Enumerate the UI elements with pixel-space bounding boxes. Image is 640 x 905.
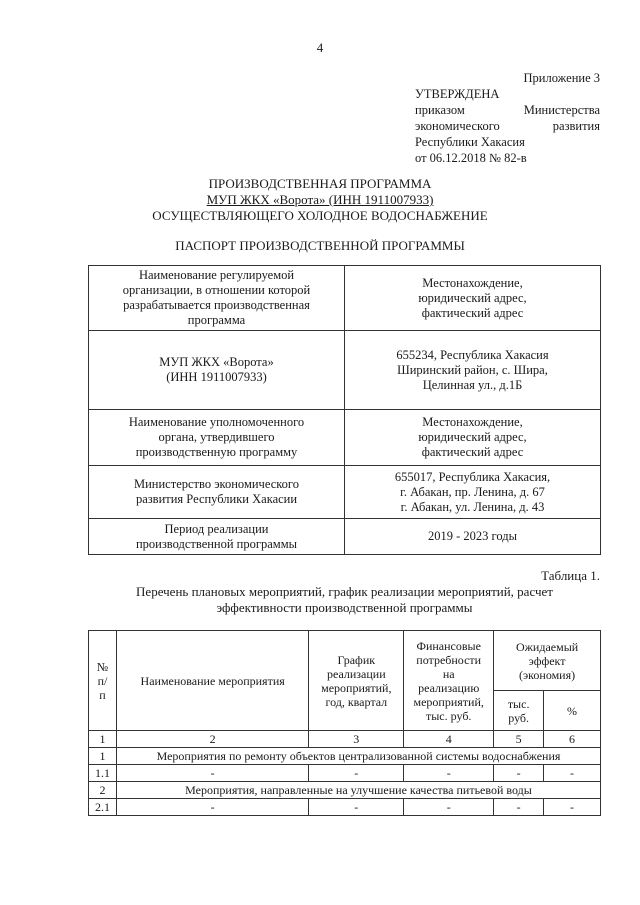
header-line: мероприятий, [413, 694, 484, 709]
table-row [89, 799, 601, 816]
passport-cell-right [345, 331, 601, 410]
cell-line: развития Республики Хакасии [135, 492, 298, 506]
header-line: Финансовые [416, 638, 481, 653]
caption-line: Перечень плановых мероприятий, график реализации мероприятий, расчет [136, 584, 553, 599]
col-number: 6 [544, 731, 601, 748]
passport-cell-left [89, 266, 345, 331]
document-title [0, 176, 640, 224]
passport-cell-left [89, 519, 345, 555]
ministry-word: Министерства [523, 103, 600, 117]
passport-cell-right [345, 466, 601, 519]
passport-cell-right [345, 410, 601, 466]
section-title: Мероприятия по ремонту объектов централизованной системы водоснабжения [116, 748, 600, 765]
approval-republic: Республики Хакасия [415, 135, 525, 149]
row-num: 2.1 [89, 799, 117, 816]
header-line: на [442, 666, 455, 681]
cell-line: (ИНН 1911007933) [166, 370, 267, 384]
header-num [89, 631, 117, 731]
column-number-row [89, 731, 601, 748]
cell-line: г. Абакан, ул. Ленина, д. 43 [400, 499, 545, 514]
section-title: Мероприятия, направленные на улучшение качества питьевой воды [116, 782, 600, 799]
header-effect [494, 631, 601, 691]
cell-line: организации, в отношении которой [122, 283, 311, 297]
approved-label: УТВЕРЖДЕНА [415, 87, 500, 101]
passport-title: ПАСПОРТ ПРОИЗВОДСТВЕННОЙ ПРОГРАММЫ [175, 238, 465, 253]
header-line: тыс. [507, 696, 530, 711]
table-cell: - [404, 799, 494, 816]
header-line: тыс. руб. [426, 708, 472, 723]
header-line: (экономия) [519, 667, 576, 682]
cell-line: г. Абакан, пр. Ленина, д. 67 [400, 484, 545, 499]
header-line: реализации [326, 666, 386, 681]
title-line-1: ПРОИЗВОДСТВЕННАЯ ПРОГРАММА [208, 176, 432, 191]
header-finance [404, 631, 494, 731]
cell-line: Период реализации [164, 521, 269, 536]
header-line: График [337, 652, 376, 667]
header-line: п [99, 687, 106, 702]
section-row [89, 748, 601, 765]
passport-cell-left [89, 331, 345, 410]
cell-line: производственную программу [135, 445, 298, 459]
header-schedule [309, 631, 404, 731]
row-num: 1.1 [89, 765, 117, 782]
cell-line: разрабатывается производственная [123, 298, 310, 312]
table-cell: - [116, 765, 308, 782]
table-number: Таблица 1. [541, 568, 600, 583]
table-row [89, 765, 601, 782]
cell-line: юридический адрес, [418, 430, 527, 444]
table-cell: - [404, 765, 494, 782]
measures-table [88, 630, 601, 816]
cell-line: фактический адрес [421, 305, 524, 320]
col-number: 4 [404, 731, 494, 748]
order-word: приказом [415, 103, 465, 117]
col-number: 3 [309, 731, 404, 748]
cell-line: органа, утвердившего [158, 430, 275, 444]
passport-table [88, 265, 601, 555]
header-line: мероприятий, [321, 680, 392, 695]
col-number: 1 [89, 731, 117, 748]
approval-economic-line [415, 118, 600, 134]
cell-line: фактический адрес [421, 445, 524, 459]
cell-line: Министерство экономического [134, 477, 299, 491]
cell-line: программа [187, 313, 246, 327]
header-line: эффект [528, 653, 566, 668]
passport-cell-right [345, 519, 601, 555]
passport-row [89, 519, 601, 555]
header-row [89, 631, 601, 691]
section-row [89, 782, 601, 799]
header-effect-pct: % [544, 691, 601, 731]
table-caption [88, 584, 601, 616]
header-name: Наименование мероприятия [116, 631, 308, 731]
passport-row [89, 466, 601, 519]
table-cell: - [544, 799, 601, 816]
passport-cell-right [345, 266, 601, 331]
cell-line: Ширинский район, с. Шира, [397, 362, 548, 377]
header-effect-rub [494, 691, 544, 731]
passport-row [89, 331, 601, 410]
table-cell: - [544, 765, 601, 782]
approval-block [415, 70, 600, 166]
title-line-2: МУП ЖКХ «Ворота» (ИНН 1911007933) [206, 192, 434, 207]
approval-date-number: от 06.12.2018 № 82-в [415, 151, 527, 165]
passport-cell-left [89, 466, 345, 519]
table-cell: - [116, 799, 308, 816]
table-cell: - [309, 799, 404, 816]
header-line: год, квартал [325, 694, 388, 709]
cell-line: 655017, Республика Хакасия, [394, 469, 551, 484]
cell-line: Наименование уполномоченного [128, 415, 305, 429]
cell-line: Целинная ул., д.1Б [422, 377, 523, 392]
header-line: реализацию [418, 680, 480, 695]
header-line: Ожидаемый [515, 639, 579, 654]
cell-line: Местонахождение, [422, 415, 523, 429]
cell-line: 655234, Республика Хакасия [396, 347, 549, 362]
passport-row [89, 410, 601, 466]
table-cell: - [494, 765, 544, 782]
row-num: 1 [89, 748, 117, 765]
header-line: № [96, 659, 109, 674]
col-number: 2 [116, 731, 308, 748]
page-number: 4 [316, 40, 324, 55]
cell-line: МУП ЖКХ «Ворота» [159, 355, 274, 369]
approval-order-line [415, 102, 600, 118]
appendix-label: Приложение 3 [523, 71, 600, 85]
cell-line: юридический адрес, [418, 290, 527, 305]
table-cell: - [494, 799, 544, 816]
caption-line: эффективности производственной программы [216, 600, 473, 615]
header-line: п/ [97, 673, 108, 688]
cell-line: 2019 - 2023 годы [427, 529, 517, 543]
passport-row [89, 266, 601, 331]
cell-line: производственной программы [135, 536, 298, 551]
development-word: развития [552, 119, 600, 133]
header-line: потребности [416, 652, 482, 667]
header-line: руб. [508, 710, 530, 725]
title-line-3: ОСУЩЕСТВЛЯЮЩЕГО ХОЛОДНОЕ ВОДОСНАБЖЕНИЕ [152, 208, 488, 223]
col-number: 5 [494, 731, 544, 748]
cell-line: Местонахождение, [422, 275, 523, 290]
table-cell: - [309, 765, 404, 782]
passport-cell-left [89, 410, 345, 466]
economic-word: экономического [415, 119, 500, 133]
cell-line: Наименование регулируемой [138, 268, 295, 282]
row-num: 2 [89, 782, 117, 799]
